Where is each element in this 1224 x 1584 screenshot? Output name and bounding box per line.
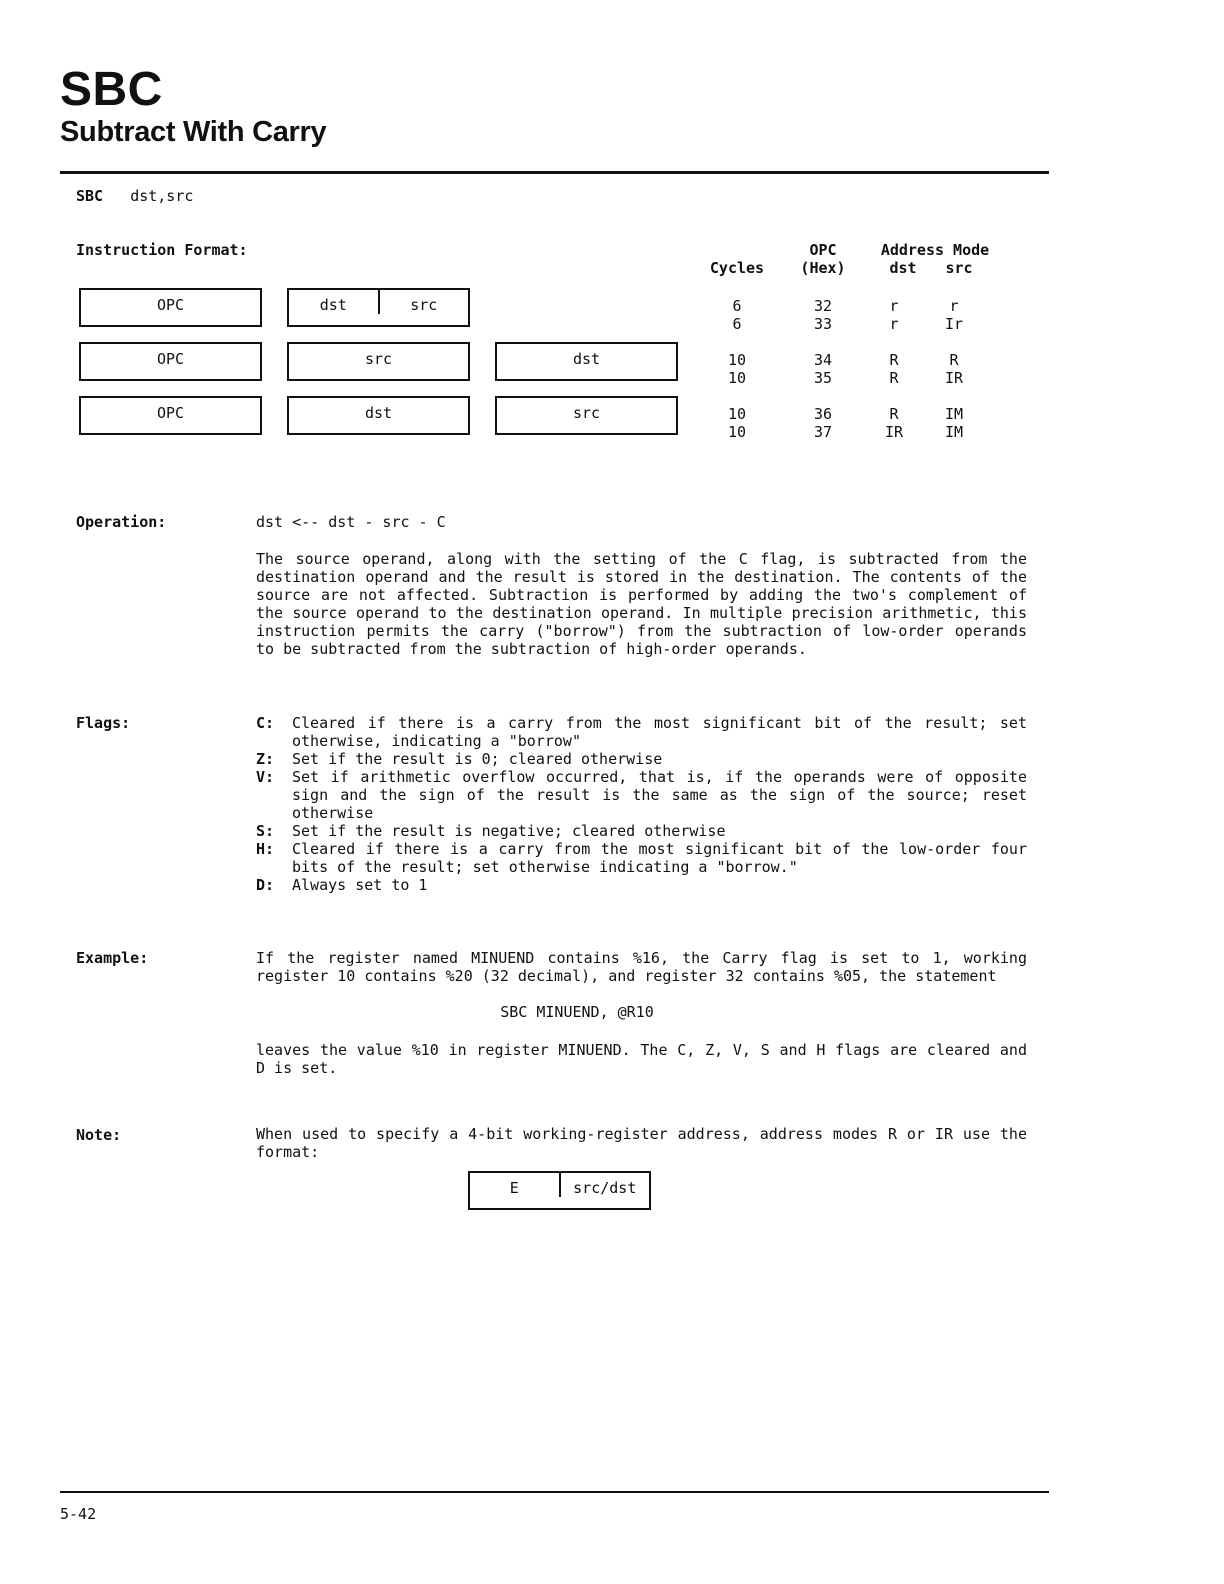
flag-item-h: H: Cleared if there is a carry from the most significant bit of the low-order four bits of the result; set otherwise indicating a "borrow."	[256, 840, 1027, 876]
col-opc-header-bottom: (Hex)	[800, 259, 846, 277]
flags-list	[256, 714, 1027, 894]
syntax-mnemonic: SBC	[76, 187, 104, 205]
col-mode-dst-header: dst	[889, 259, 917, 277]
flag-item-s: S: Set if the result is negative; cleared otherwise	[256, 822, 726, 840]
flag-item-c: C: Cleared if there is a carry from the most significant bit of the result; set otherwise, indicating a "borrow"	[256, 714, 1027, 750]
example-label: Example:	[76, 949, 149, 967]
cycles-cell: 6 6	[732, 297, 742, 333]
flag-item-z: Z: Set if the result is 0; cleared otherwise	[256, 750, 663, 768]
instruction-format-label: Instruction Format:	[76, 241, 248, 259]
format-box-dst: dst	[495, 342, 678, 381]
opc-cell: 34 35	[813, 351, 833, 387]
opc-cell: 32 33	[813, 297, 833, 333]
footer-rule	[60, 1491, 1049, 1493]
page-subtitle: Subtract With Carry	[60, 116, 327, 148]
example-intro: If the register named MINUEND contains %16, the Carry flag is set to 1, working register 10 contains %20 (32 decimal), and register 32 contains %05, the statement	[256, 949, 1027, 985]
operation-label: Operation:	[76, 513, 167, 531]
format-box-opc: OPC	[79, 396, 262, 435]
note-field-e: E	[509, 1179, 519, 1197]
example-result: leaves the value %10 in register MINUEND. The C, Z, V, S and H flags are cleared and D is set.	[256, 1041, 1027, 1077]
mode-dst-cell: R R	[889, 351, 899, 387]
format-box-src: src	[495, 396, 678, 435]
col-mode-src-header: src	[945, 259, 973, 277]
cycles-cell: 10 10	[727, 351, 747, 387]
note-format-box	[468, 1171, 651, 1210]
note-field-src-dst: src/dst	[559, 1173, 650, 1197]
cycles-cell: 10 10	[727, 405, 747, 441]
col-opc-header-top: OPC	[809, 241, 837, 259]
note-label: Note:	[76, 1126, 122, 1144]
flag-item-v: V: Set if arithmetic overflow occurred, that is, if the operands were of opposite sign and the sign of the result is the same as the sign of the source; reset otherwise	[256, 768, 1027, 822]
format-box-dst: dst	[287, 396, 470, 435]
mode-dst-cell: r r	[889, 297, 899, 333]
format-box-operands	[287, 288, 470, 327]
format-field-dst: dst	[319, 296, 347, 314]
mode-dst-cell: R IR	[884, 405, 904, 441]
page-number: 5-42	[60, 1505, 97, 1523]
mode-src-cell: R IR	[944, 351, 964, 387]
format-field-src: src	[378, 290, 469, 314]
format-box-opc: OPC	[79, 342, 262, 381]
flags-label: Flags:	[76, 714, 131, 732]
page-title: SBC	[60, 63, 163, 116]
col-cycles-header: Cycles	[709, 259, 765, 277]
example-statement: SBC MINUEND, @R10	[500, 1003, 654, 1021]
col-mode-header: Address Mode	[880, 241, 990, 259]
flag-item-d: D: Always set to 1	[256, 876, 428, 894]
format-box-opc: OPC	[79, 288, 262, 327]
header-rule	[60, 171, 1049, 174]
opc-cell: 36 37	[813, 405, 833, 441]
operation-formula: dst <-- dst - src - C	[256, 513, 446, 531]
note-text: When used to specify a 4-bit working-register address, address modes R or IR use the format:	[256, 1125, 1027, 1161]
syntax-operands: dst,src	[130, 187, 194, 205]
syntax-line	[76, 187, 193, 205]
format-box-src: src	[287, 342, 470, 381]
operation-description: The source operand, along with the setting of the C flag, is subtracted from the destination operand and the result is stored in the destination. The contents of the source are not affected. Subtraction is performed by adding the two's complement of the source operand to the destination operand. In multiple precision arithmetic, this instruction permits the carry ("borrow") from the subtraction of low-order operands to be subtracted from the subtraction of high-order operands.	[256, 550, 1027, 658]
mode-src-cell: IM IM	[944, 405, 964, 441]
mode-src-cell: r Ir	[944, 297, 964, 333]
